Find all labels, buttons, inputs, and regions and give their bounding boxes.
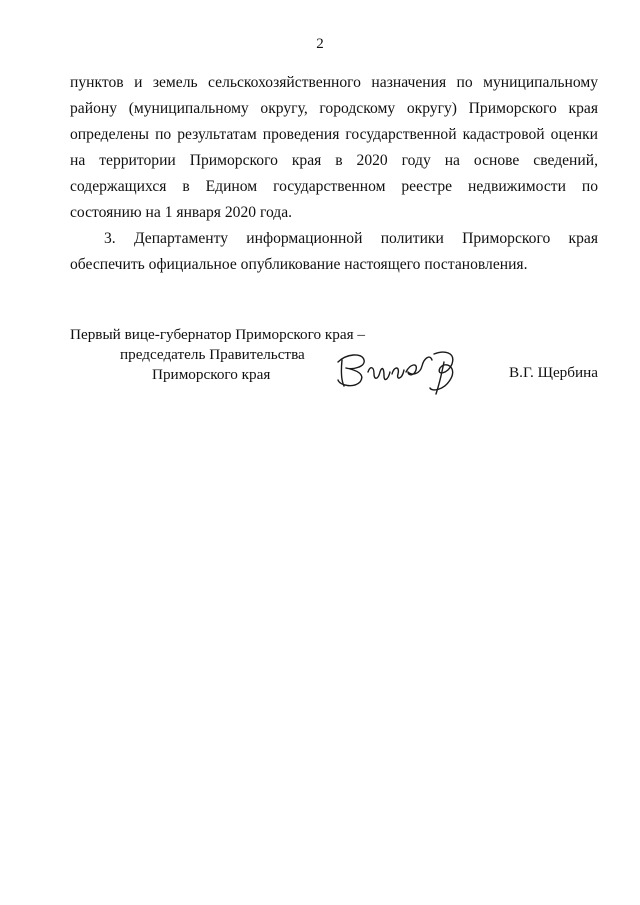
handwritten-signature xyxy=(332,340,482,396)
signature-block xyxy=(70,326,598,396)
page-number: 2 xyxy=(316,36,324,52)
paragraph-item-3: 3. Департаменту информационной политики Приморского края обеспечить официальное опубликование настоящего постановления. xyxy=(70,230,598,273)
signatory-position-line1: Первый вице-губернатор Приморского края – xyxy=(70,326,365,343)
signatory-position-line3: Приморского края xyxy=(152,366,271,383)
signatory-name: В.Г. Щербина xyxy=(509,364,598,381)
paragraph-continuation: пунктов и земель сельскохозяйственного назначения по муниципальному району (муниципальному округу, городскому округу) Приморского края определены по результатам проведения государственной кадастровой оценки на территории Приморского края в 2020 году на основе сведений, содержащихся в Едином государственном реестре недвижимости по состоянию на 1 января 2020 года. xyxy=(70,74,598,221)
document-body xyxy=(70,70,598,278)
signatory-position-line2: председатель Правительства xyxy=(120,346,305,363)
